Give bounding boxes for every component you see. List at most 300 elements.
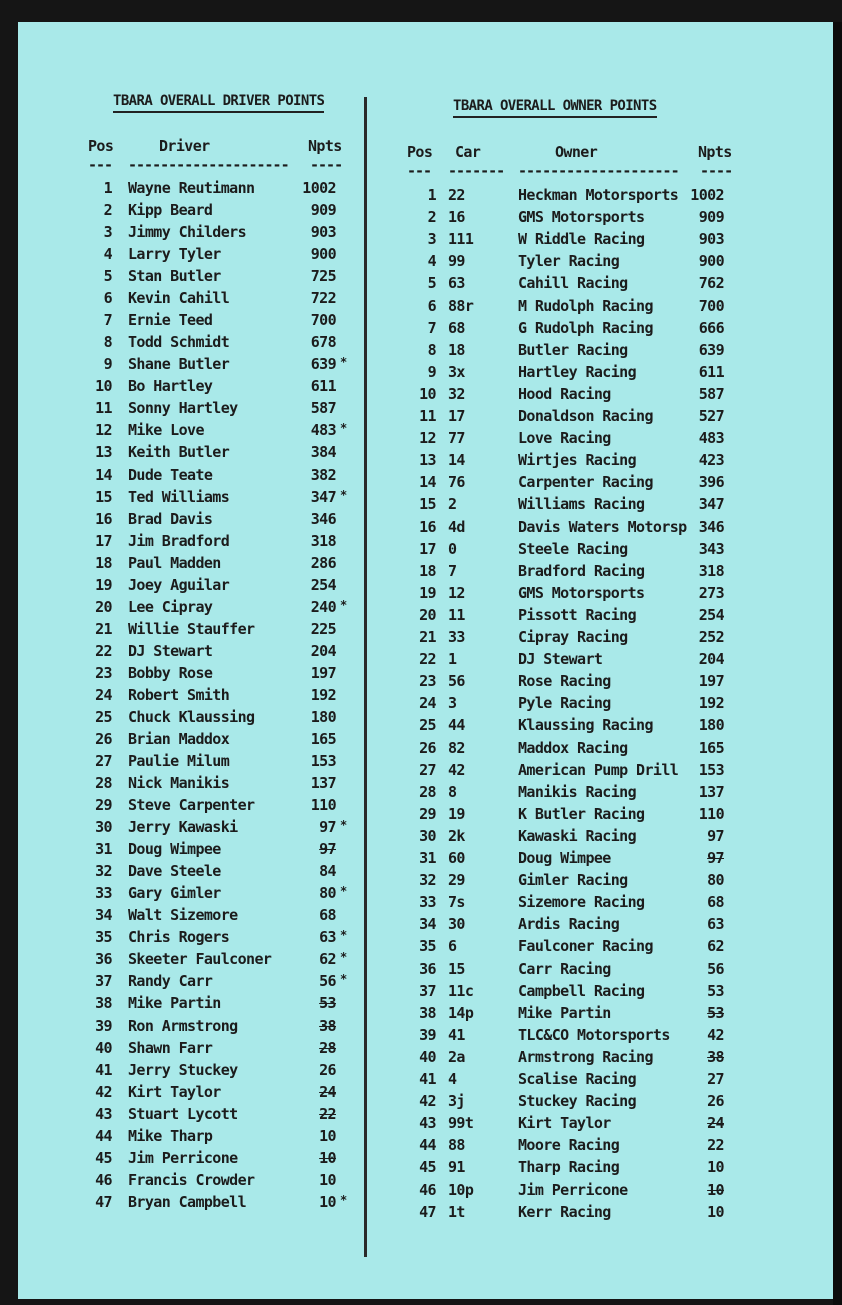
owner-name-cell: Williams Racing — [518, 495, 645, 514]
driver-name-cell: Kipp Beard — [128, 201, 213, 220]
driver-name-cell: Brian Maddox — [128, 730, 230, 748]
owner-npts-cell: 97 — [707, 849, 724, 867]
driver-name-cell: Dave Steele — [128, 862, 221, 881]
driver-pos-cell: 9 — [103, 355, 112, 374]
owner-pos-cell: 4 — [427, 252, 436, 271]
owner-name-cell: Donaldson Racing — [518, 407, 653, 425]
driver-npts-cell: 28 — [319, 1038, 336, 1057]
driver-npts-cell: 97 — [319, 840, 336, 859]
owner-pos-rule: --- — [407, 162, 432, 180]
owner-name-cell: Stuckey Racing — [518, 1092, 637, 1111]
owner-pos-cell: 1 — [427, 186, 436, 204]
table-row — [18, 584, 833, 606]
driver-name-cell: Bobby Rose — [128, 663, 213, 682]
driver-name-cell: Paul Madden — [128, 553, 221, 572]
table-row — [18, 1181, 833, 1203]
driver-pos-cell: 4 — [103, 245, 112, 264]
driver-pos-cell: 41 — [95, 1060, 112, 1079]
driver-npts-cell: 10 — [319, 1148, 336, 1167]
driver-name-cell: DJ Stewart — [128, 641, 213, 660]
owner-pos-cell: 30 — [419, 826, 436, 845]
driver-pos-cell: 5 — [103, 267, 112, 286]
driver-pos-cell: 25 — [95, 707, 112, 726]
driver-name-cell: Ernie Teed — [128, 311, 213, 330]
driver-mark-cell: * — [340, 950, 347, 965]
owner-car-cell: 18 — [448, 340, 465, 359]
owner-car-cell: 4d — [448, 517, 465, 536]
driver-name-cell: Nick Manikis — [128, 774, 230, 793]
owner-name-rule: -------------------- — [518, 162, 679, 180]
owner-name-cell: Tyler Racing — [518, 252, 620, 271]
owner-npts-cell: 1002 — [690, 186, 724, 204]
owner-npts-cell: 62 — [707, 937, 724, 956]
driver-npts-cell: 26 — [319, 1060, 336, 1079]
driver-npts-cell: 903 — [310, 223, 336, 242]
driver-pos-cell: 19 — [95, 575, 112, 594]
table-row — [18, 252, 833, 274]
driver-pos-cell: 29 — [95, 796, 112, 815]
owner-npts-cell: 68 — [707, 893, 724, 912]
owner-npts-cell: 24 — [707, 1114, 724, 1133]
owner-pos-cell: 8 — [427, 340, 436, 359]
owner-name-cell: Mike Partin — [518, 1003, 611, 1022]
table-row — [18, 451, 833, 473]
owner-pos-cell: 23 — [419, 672, 436, 691]
owner-pos-cell: 19 — [419, 583, 436, 602]
owner-car-cell: 33 — [448, 628, 465, 646]
driver-name-cell: Bo Hartley — [128, 377, 213, 396]
owner-name-cell: Carpenter Racing — [518, 473, 653, 492]
owner-car-cell: 14 — [448, 451, 465, 470]
owner-name-cell: Butler Racing — [518, 340, 628, 359]
driver-mark-cell: * — [340, 421, 347, 436]
driver-npts-cell: 110 — [310, 796, 336, 815]
owner-car-cell: 2a — [448, 1047, 465, 1066]
owner-name-cell: Maddox Racing — [518, 738, 628, 757]
driver-pos-cell: 20 — [95, 597, 112, 616]
owner-name-cell: Cahill Racing — [518, 274, 628, 293]
owner-pos-cell: 3 — [427, 230, 436, 249]
table-row — [18, 1004, 833, 1026]
owner-car-cell: 1t — [448, 1202, 465, 1221]
table-row — [18, 1203, 833, 1225]
owner-npts-cell: 527 — [698, 407, 724, 425]
table-row — [18, 186, 833, 208]
driver-npts-cell: 639 — [310, 355, 336, 374]
driver-mark-cell: * — [340, 355, 347, 370]
driver-name-cell: Ron Armstrong — [128, 1016, 238, 1035]
driver-npts-cell: 10 — [319, 1126, 336, 1145]
owner-car-cell: 7s — [448, 893, 465, 912]
owner-pos-cell: 33 — [419, 893, 436, 912]
table-row — [18, 672, 833, 694]
owner-pos-cell: 10 — [419, 384, 436, 403]
owner-npts-cell: 53 — [707, 1003, 724, 1022]
driver-pos-cell: 12 — [95, 421, 112, 440]
owner-pos-cell: 31 — [419, 849, 436, 867]
owner-name-cell: Bradford Racing — [518, 561, 645, 580]
owner-npts-header: Npts — [698, 143, 732, 161]
owner-npts-cell: 180 — [698, 716, 724, 735]
table-row — [18, 937, 833, 959]
owner-npts-cell: 56 — [707, 959, 724, 978]
owner-car-cell: 11c — [448, 981, 474, 1000]
driver-npts-cell: 97 — [319, 818, 336, 837]
owner-npts-cell: 97 — [707, 826, 724, 845]
owner-npts-cell: 423 — [698, 451, 724, 470]
driver-pos-cell: 31 — [95, 840, 112, 859]
owner-car-cell: 15 — [448, 959, 465, 978]
owner-pos-cell: 15 — [419, 495, 436, 514]
owner-npts-cell: 343 — [698, 539, 724, 558]
owner-name-cell: Campbell Racing — [518, 981, 645, 1000]
driver-name-cell: Shawn Farr — [128, 1038, 213, 1057]
owner-pos-cell: 35 — [419, 937, 436, 956]
driver-pos-cell: 6 — [103, 289, 112, 308]
owner-pos-cell: 22 — [419, 650, 436, 669]
table-row — [18, 982, 833, 1004]
driver-name-cell: Jerry Stuckey — [128, 1060, 238, 1079]
owner-npts-cell: 273 — [698, 583, 724, 602]
owner-pos-cell: 36 — [419, 959, 436, 978]
driver-pos-cell: 30 — [95, 818, 112, 837]
owner-npts-cell: 63 — [707, 915, 724, 934]
owner-car-cell: 30 — [448, 915, 465, 934]
owner-car-cell: 0 — [448, 539, 457, 558]
owner-npts-cell: 10 — [707, 1202, 724, 1221]
table-row — [18, 1092, 833, 1114]
driver-npts-cell: 180 — [310, 707, 336, 726]
owner-npts-cell: 137 — [698, 782, 724, 801]
driver-mark-cell: * — [340, 972, 347, 987]
driver-name-cell: Kevin Cahill — [128, 289, 230, 308]
driver-name-cell: Jimmy Childers — [128, 223, 247, 242]
owner-npts-cell: 483 — [698, 429, 724, 448]
driver-name-cell: Keith Butler — [128, 443, 230, 462]
driver-npts-cell: 84 — [319, 862, 336, 881]
driver-pos-cell: 37 — [95, 972, 112, 991]
driver-name-cell: Walt Sizemore — [128, 906, 238, 925]
owner-name-cell: Kirt Taylor — [518, 1114, 611, 1133]
driver-npts-cell: 346 — [310, 509, 336, 528]
owner-car-cell: 14p — [448, 1003, 474, 1022]
owner-car-cell: 76 — [448, 473, 465, 492]
table-row — [18, 694, 833, 716]
driver-npts-cell: 254 — [310, 575, 336, 594]
owner-name-cell: Pissott Racing — [518, 605, 637, 624]
owner-car-cell: 11 — [448, 605, 465, 624]
owner-npts-cell: 666 — [698, 318, 724, 337]
table-row — [18, 363, 833, 385]
owner-car-cell: 42 — [448, 760, 465, 779]
owner-car-cell: 16 — [448, 208, 465, 227]
owner-car-cell: 3 — [448, 694, 457, 713]
owner-npts-cell: 900 — [698, 252, 724, 271]
owner-name-cell: Ardis Racing — [518, 915, 620, 934]
owner-pos-cell: 44 — [419, 1136, 436, 1155]
driver-name-cell: Steve Carpenter — [128, 796, 255, 815]
driver-name-cell: Paulie Milum — [128, 752, 230, 771]
table-row — [18, 407, 833, 429]
owner-pos-cell: 43 — [419, 1114, 436, 1133]
table-row — [18, 606, 833, 628]
owner-npts-cell: 192 — [698, 694, 724, 713]
owner-name-cell: Manikis Racing — [518, 782, 637, 801]
owner-pos-cell: 7 — [427, 318, 436, 337]
owner-npts-cell: 346 — [698, 517, 724, 536]
driver-npts-cell: 192 — [310, 685, 336, 704]
table-row — [18, 871, 833, 893]
owner-points-title: TBARA OVERALL OWNER POINTS — [453, 98, 657, 118]
owner-pos-cell: 21 — [419, 628, 436, 646]
owner-pos-cell: 17 — [419, 539, 436, 558]
table-row — [18, 893, 833, 915]
owner-pos-cell: 18 — [419, 561, 436, 580]
owner-name-header: Owner — [555, 143, 598, 161]
driver-pos-cell: 21 — [95, 619, 112, 638]
driver-npts-cell: 137 — [310, 774, 336, 793]
driver-name-cell: Gary Gimler — [128, 884, 221, 903]
driver-npts-cell: 286 — [310, 553, 336, 572]
owner-name-cell: Hood Racing — [518, 384, 611, 403]
driver-name-cell: Francis Crowder — [128, 1170, 255, 1189]
owner-name-cell: Gimler Racing — [518, 871, 628, 890]
driver-pos-cell: 11 — [95, 399, 112, 418]
owner-car-cell: 60 — [448, 849, 465, 867]
driver-npts-cell: 56 — [319, 972, 336, 991]
owner-name-cell: Hartley Racing — [518, 362, 637, 381]
driver-mark-cell: * — [340, 597, 347, 612]
driver-pos-cell: 45 — [95, 1148, 112, 1167]
owner-pos-cell: 6 — [427, 296, 436, 315]
table-row — [18, 297, 833, 319]
driver-npts-cell: 38 — [319, 1016, 336, 1035]
driver-pos-cell: 40 — [95, 1038, 112, 1057]
driver-npts-cell: 318 — [310, 531, 336, 550]
driver-npts-cell: 240 — [310, 597, 336, 616]
driver-pos-cell: 27 — [95, 752, 112, 771]
driver-mark-cell: * — [340, 818, 347, 833]
driver-name-cell: Larry Tyler — [128, 245, 221, 264]
owner-name-cell: Scalise Racing — [518, 1070, 637, 1088]
driver-name-cell: Bryan Campbell — [128, 1192, 247, 1211]
table-row — [18, 540, 833, 562]
owner-name-cell: Sizemore Racing — [518, 893, 645, 912]
owner-name-cell: Klaussing Racing — [518, 716, 653, 735]
table-row — [18, 849, 833, 871]
driver-npts-cell: 700 — [310, 311, 336, 330]
driver-npts-cell: 80 — [319, 884, 336, 903]
driver-name-cell: Ted Williams — [128, 487, 230, 506]
owner-npts-rule: ---- — [700, 162, 733, 180]
owner-pos-cell: 29 — [419, 804, 436, 823]
owner-name-cell: Carr Racing — [518, 959, 611, 978]
table-row — [18, 739, 833, 761]
table-row — [18, 783, 833, 805]
table-row — [18, 319, 833, 341]
driver-npts-cell: 68 — [319, 906, 336, 925]
driver-name-rule: -------------------- — [128, 156, 289, 174]
driver-npts-cell: 153 — [310, 752, 336, 771]
table-row — [18, 385, 833, 407]
table-row — [18, 208, 833, 230]
driver-pos-cell: 16 — [95, 509, 112, 528]
driver-points-title: TBARA OVERALL DRIVER POINTS — [113, 93, 324, 113]
owner-name-cell: Rose Racing — [518, 672, 611, 691]
driver-npts-rule: ---- — [310, 156, 343, 174]
owner-name-cell: Cipray Racing — [518, 628, 628, 646]
driver-npts-cell: 197 — [310, 663, 336, 682]
driver-pos-cell: 39 — [95, 1016, 112, 1035]
owner-name-cell: Love Racing — [518, 429, 611, 448]
driver-pos-cell: 28 — [95, 774, 112, 793]
owner-npts-cell: 254 — [698, 605, 724, 624]
owner-car-cell: 99t — [448, 1114, 474, 1133]
driver-name-cell: Jim Bradford — [128, 531, 230, 550]
driver-pos-cell: 36 — [95, 950, 112, 969]
driver-npts-cell: 53 — [319, 994, 336, 1013]
table-row — [18, 761, 833, 783]
owner-pos-cell: 37 — [419, 981, 436, 1000]
driver-npts-cell: 611 — [310, 377, 336, 396]
owner-car-cell: 1 — [448, 650, 457, 669]
driver-name-cell: Jerry Kawaski — [128, 818, 238, 837]
driver-pos-cell: 24 — [95, 685, 112, 704]
driver-pos-cell: 8 — [103, 333, 112, 352]
owner-pos-cell: 24 — [419, 694, 436, 713]
owner-car-cell: 82 — [448, 738, 465, 757]
owner-car-cell: 3x — [448, 362, 465, 381]
driver-mark-cell: * — [340, 1192, 347, 1207]
driver-name-cell: Skeeter Faulconer — [128, 950, 272, 969]
driver-npts-cell: 10 — [319, 1170, 336, 1189]
driver-pos-cell: 42 — [95, 1082, 112, 1101]
table-row — [18, 716, 833, 738]
owner-car-cell: 22 — [448, 186, 465, 204]
owner-name-cell: G Rudolph Racing — [518, 318, 653, 337]
driver-npts-cell: 347 — [310, 487, 336, 506]
owner-pos-cell: 47 — [419, 1202, 436, 1221]
owner-pos-cell: 5 — [427, 274, 436, 293]
driver-pos-cell: 44 — [95, 1126, 112, 1145]
points-sheet — [18, 22, 833, 1299]
driver-mark-cell: * — [340, 928, 347, 943]
owner-npts-cell: 53 — [707, 981, 724, 1000]
driver-name-cell: Doug Wimpee — [128, 840, 221, 859]
owner-car-cell: 91 — [448, 1158, 465, 1177]
driver-name-header: Driver — [159, 137, 210, 155]
driver-mark-cell: * — [340, 487, 347, 502]
owner-name-cell: Jim Perricone — [518, 1180, 628, 1199]
owner-name-cell: Steele Racing — [518, 539, 628, 558]
owner-npts-cell: 153 — [698, 760, 724, 779]
driver-name-cell: Randy Carr — [128, 972, 213, 991]
table-row — [18, 230, 833, 252]
owner-car-cell: 32 — [448, 384, 465, 403]
owner-npts-cell: 909 — [698, 208, 724, 227]
owner-car-cell: 41 — [448, 1025, 465, 1044]
driver-npts-cell: 22 — [319, 1104, 336, 1123]
driver-name-cell: Willie Stauffer — [128, 619, 255, 638]
driver-name-cell: Mike Tharp — [128, 1126, 213, 1145]
owner-name-cell: Kerr Racing — [518, 1202, 611, 1221]
table-row — [18, 1048, 833, 1070]
owner-car-cell: 12 — [448, 583, 465, 602]
owner-car-cell: 63 — [448, 274, 465, 293]
owner-name-cell: M Rudolph Racing — [518, 296, 653, 315]
driver-name-cell: Lee Cipray — [128, 597, 213, 616]
owner-name-cell: Davis Waters Motorsp — [518, 517, 687, 536]
driver-npts-cell: 165 — [310, 730, 336, 748]
owner-npts-cell: 204 — [698, 650, 724, 669]
owner-car-cell: 44 — [448, 716, 465, 735]
owner-npts-cell: 318 — [698, 561, 724, 580]
owner-car-cell: 19 — [448, 804, 465, 823]
owner-name-cell: Doug Wimpee — [518, 849, 611, 867]
owner-pos-cell: 32 — [419, 871, 436, 890]
owner-pos-cell: 20 — [419, 605, 436, 624]
driver-npts-cell: 384 — [310, 443, 336, 462]
driver-pos-cell: 46 — [95, 1170, 112, 1189]
driver-name-cell: Mike Love — [128, 421, 204, 440]
driver-name-cell: Wayne Reutimann — [128, 179, 255, 197]
owner-car-cell: 29 — [448, 871, 465, 890]
driver-pos-cell: 18 — [95, 553, 112, 572]
owner-car-cell: 99 — [448, 252, 465, 271]
owner-npts-cell: 762 — [698, 274, 724, 293]
driver-name-cell: Stan Butler — [128, 267, 221, 286]
owner-npts-cell: 165 — [698, 738, 724, 757]
owner-car-cell: 3j — [448, 1092, 465, 1111]
owner-name-cell: GMS Motorsports — [518, 583, 645, 602]
owner-name-cell: American Pump Drill — [518, 760, 679, 779]
owner-car-cell: 77 — [448, 429, 465, 448]
driver-npts-cell: 62 — [319, 950, 336, 969]
owner-pos-cell: 38 — [419, 1003, 436, 1022]
driver-pos-cell: 15 — [95, 487, 112, 506]
owner-car-cell: 88r — [448, 296, 474, 315]
owner-pos-cell: 12 — [419, 429, 436, 448]
owner-pos-cell: 26 — [419, 738, 436, 757]
driver-npts-cell: 587 — [310, 399, 336, 418]
owner-npts-cell: 347 — [698, 495, 724, 514]
owner-npts-cell: 80 — [707, 871, 724, 890]
table-row — [18, 341, 833, 363]
owner-car-cell: 2 — [448, 495, 457, 514]
owner-car-cell: 111 — [448, 230, 474, 249]
owner-pos-cell: 41 — [419, 1070, 436, 1088]
owner-car-rule: ------- — [448, 162, 505, 180]
owner-pos-cell: 25 — [419, 716, 436, 735]
table-row — [18, 827, 833, 849]
owner-name-cell: Moore Racing — [518, 1136, 620, 1155]
owner-name-cell: Tharp Racing — [518, 1158, 620, 1177]
driver-pos-cell: 13 — [95, 443, 112, 462]
driver-npts-cell: 225 — [310, 619, 336, 638]
driver-pos-cell: 10 — [95, 377, 112, 396]
driver-npts-cell: 382 — [310, 465, 336, 484]
driver-pos-cell: 35 — [95, 928, 112, 947]
owner-name-cell: Armstrong Racing — [518, 1047, 653, 1066]
driver-pos-header: Pos — [88, 137, 114, 155]
owner-npts-cell: 611 — [698, 362, 724, 381]
owner-car-header: Car — [455, 143, 481, 161]
driver-pos-rule: --- — [88, 156, 113, 174]
driver-pos-cell: 22 — [95, 641, 112, 660]
driver-name-cell: Dude Teate — [128, 465, 213, 484]
driver-npts-cell: 909 — [310, 201, 336, 220]
driver-npts-cell: 722 — [310, 289, 336, 308]
